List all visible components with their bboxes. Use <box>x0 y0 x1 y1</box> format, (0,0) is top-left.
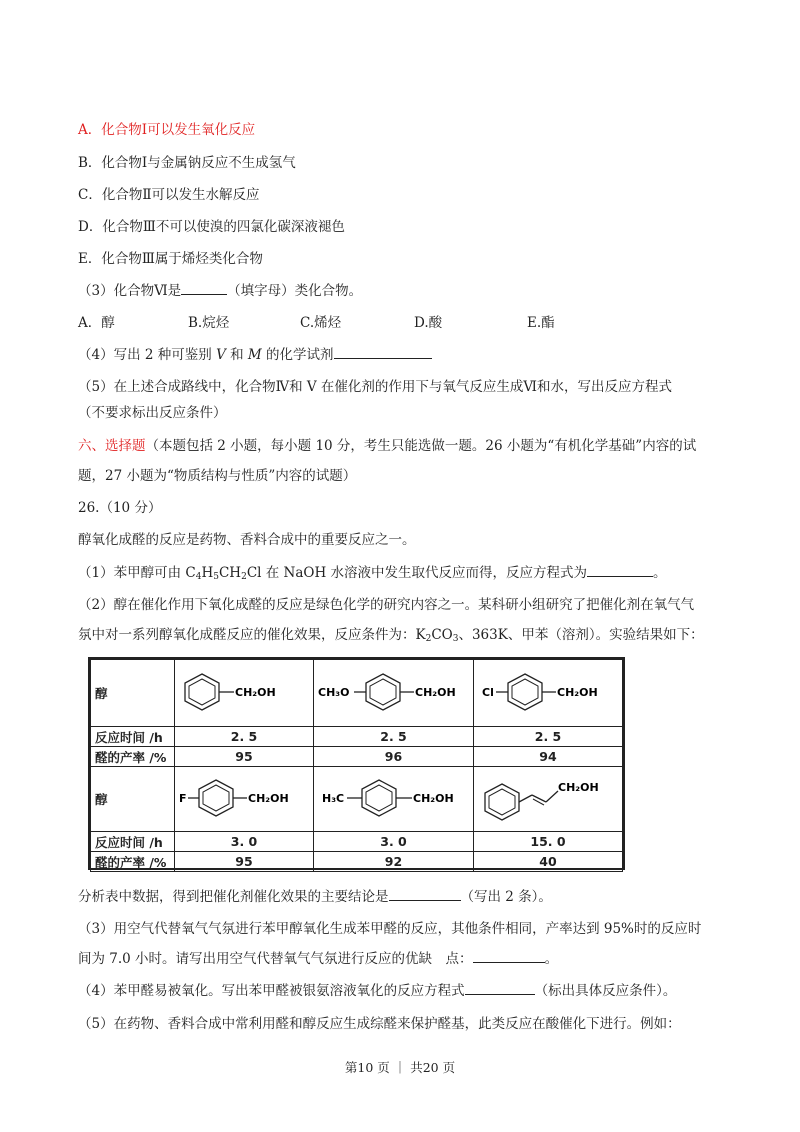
time-cell: 3. 0 <box>175 832 314 852</box>
mol-suffix: CH₂OH <box>412 791 454 805</box>
choice-e: E.酯 <box>527 315 555 331</box>
time-cell: 2. 5 <box>474 727 623 747</box>
q26-2-text: 氛中对一系列醇氧化成醛反应的催化效果，反应条件为：K <box>78 627 426 643</box>
mol-suffix: CH₂OH <box>557 685 598 699</box>
question-4 <box>78 346 432 364</box>
q26-2-text: CO <box>431 627 453 643</box>
yield-cell: 92 <box>314 852 474 872</box>
q26-4-text: （4）苯甲醛易被氧化。写出苯甲醛被银氨溶液氧化的反应方程式 <box>78 983 465 999</box>
option-d: D．化合物Ⅲ不可以使溴的四氯化碳深液褪色 <box>78 219 345 235</box>
mol-suffix: CH₂OH <box>248 791 289 805</box>
choice-c: C.烯烃 <box>300 315 342 331</box>
q26-1-end: 。 <box>653 565 667 581</box>
q26-part2-line1: （2）醇在催化作用下氧化成醛的反应是绿色化学的研究内容之一。某科研小组研究了把催化剂在氧气气 <box>78 597 695 613</box>
choice-a: A．醇 <box>78 315 115 331</box>
q4-var-m: M <box>247 347 262 363</box>
choice-d: D.酸 <box>414 315 443 331</box>
mol-suffix: CH₂OH <box>558 780 599 794</box>
molecule-benzyl-alcohol <box>175 660 314 727</box>
answer-blank <box>334 346 432 359</box>
q26-1-text: H <box>201 565 214 581</box>
mol-prefix: CH₃O <box>317 685 349 699</box>
q4-text-a: （4）写出 2 种可鉴别 <box>78 347 217 363</box>
question-3 <box>78 282 362 300</box>
analysis-suffix: （写出 2 条）。 <box>460 889 552 905</box>
mol-prefix: H₃C <box>321 791 344 805</box>
q26-2-text: 、363K、甲苯（溶剂）。实验结果如下： <box>458 627 704 643</box>
q26-3-text: 间为 7.0 小时。请写出用空气代替氧气气氛进行反应的优缺 点： <box>78 951 473 967</box>
q3-prefix: （3）化合物Ⅵ是 <box>78 283 182 299</box>
q3-suffix: （填字母）类化合物。 <box>227 283 363 299</box>
section-6-desc: （本题包括 2 小题，每小题 10 分，考生只能选做一题。26 小题为“有机化学基础”内容的试 <box>145 438 697 454</box>
q26-part2-line2 <box>78 626 704 648</box>
question-5-line2: （不要求标出反应条件） <box>78 405 227 421</box>
q26-1-text: Cl 在 NaOH 水溶液中发生取代反应而得，反应方程式为 <box>246 565 588 581</box>
subscript: 2 <box>241 572 247 582</box>
option-b: B．化合物Ⅰ与金属钠反应不生成氢气 <box>78 155 296 171</box>
q4-text-c: 的化学试剂 <box>261 347 334 363</box>
row-header-yield: 醛的产率 /% <box>91 852 175 872</box>
yield-cell: 96 <box>314 747 474 767</box>
answer-blank <box>389 888 461 901</box>
section-6-header <box>78 437 696 455</box>
answer-blank <box>181 282 227 295</box>
page-footer: 第10 页 ｜ 共20 页 <box>344 1060 456 1075</box>
question-5-line1: （5）在上述合成路线中，化合物Ⅳ和 V 在催化剂的作用下与氧气反应生成Ⅵ和水，写出反应方程式 <box>78 379 672 395</box>
q26-part5: （5）在药物、香料合成中常利用醛和醇反应生成综醛来保护醛基，此类反应在酸催化下进行。例如： <box>78 1016 681 1032</box>
molecule-methylbenzyl-alcohol <box>314 767 474 832</box>
q4-text-b: 和 <box>225 347 248 363</box>
q26-4-suffix: （标出具体反应条件）。 <box>534 983 677 999</box>
time-cell: 3. 0 <box>314 832 474 852</box>
yield-cell: 40 <box>474 852 623 872</box>
molecule-fluorobenzyl-alcohol <box>175 767 314 832</box>
row-header-alcohol: 醇 <box>91 660 175 727</box>
q26-part3-line1: （3）用空气代替氧气气氛进行苯甲醇氧化生成苯甲醛的反应，其他条件相同，产率达到 95%时的反应时 <box>78 921 702 937</box>
q26-intro: 醇氧化成醛的反应是药物、香料合成中的重要反应之一。 <box>78 532 416 548</box>
yield-cell: 94 <box>474 747 623 767</box>
option-e: E．化合物Ⅲ属于烯烃类化合物 <box>78 251 263 267</box>
subscript: 3 <box>452 634 459 644</box>
subscript: 5 <box>213 572 219 582</box>
row-header-time: 反应时间 /h <box>91 832 175 852</box>
option-c: C．化合物Ⅱ可以发生水解反应 <box>78 187 260 203</box>
analysis-prompt <box>78 888 552 906</box>
mol-suffix: CH₂OH <box>414 685 456 699</box>
mol-prefix: Cl <box>482 685 494 699</box>
molecule-chlorobenzyl-alcohol <box>474 660 623 727</box>
time-cell: 2. 5 <box>175 727 314 747</box>
time-cell: 15. 0 <box>474 832 623 852</box>
time-cell: 2. 5 <box>314 727 474 747</box>
mol-suffix: CH₂OH <box>235 685 276 699</box>
q26-part4 <box>78 982 676 1000</box>
analysis-text: 分析表中数据，得到把催化剂催化效果的主要结论是 <box>78 889 389 905</box>
results-table <box>88 657 625 870</box>
section-6-title: 六、选择题 <box>78 438 146 454</box>
section-6-line2: 题，27 小题为“物质结构与性质”内容的试题） <box>78 468 357 484</box>
row-header-alcohol: 醇 <box>91 767 175 832</box>
q26-part1 <box>78 564 667 586</box>
q26-1-text: （1）苯甲醇可由 C <box>78 565 196 581</box>
row-header-time: 反应时间 /h <box>91 727 175 747</box>
subscript: 4 <box>195 572 202 582</box>
answer-blank <box>587 564 653 577</box>
q26-heading: 26.（10 分） <box>78 500 162 516</box>
answer-blank <box>465 982 535 995</box>
q4-var-v: V <box>216 347 226 363</box>
molecule-methoxybenzyl-alcohol <box>314 660 474 727</box>
q26-part3-line2 <box>78 950 558 968</box>
molecule-cinnamyl-alcohol <box>474 767 623 832</box>
yield-cell: 95 <box>175 852 314 872</box>
option-a: A．化合物Ⅰ可以发生氧化反应 <box>78 122 256 138</box>
mol-prefix: F <box>179 791 187 805</box>
q26-3-end: 。 <box>544 951 559 967</box>
choice-b: B.烷烃 <box>188 315 230 331</box>
yield-cell: 95 <box>175 747 314 767</box>
row-header-yield: 醛的产率 /% <box>91 747 175 767</box>
subscript: 2 <box>425 634 432 644</box>
answer-blank <box>473 950 545 963</box>
q26-1-text: CH <box>218 565 242 581</box>
